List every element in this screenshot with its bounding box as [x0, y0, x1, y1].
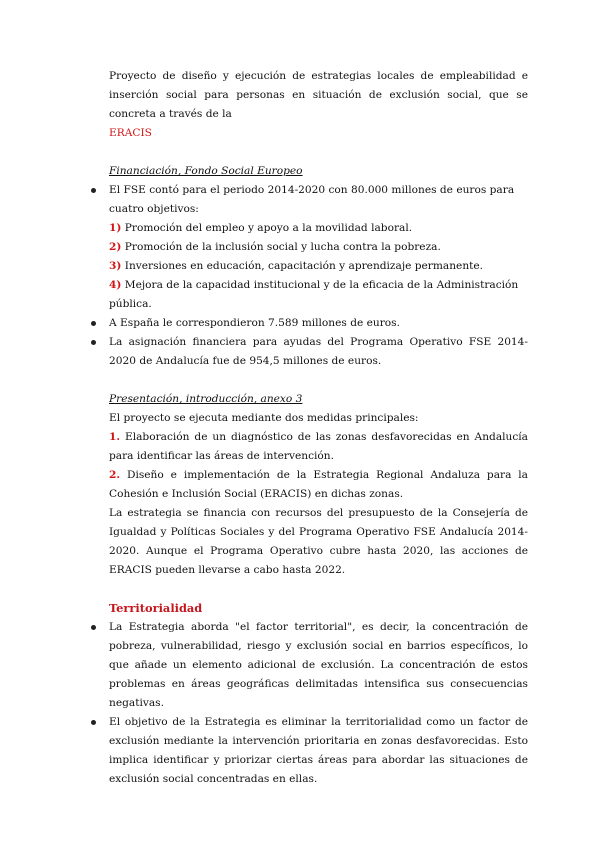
territoriality-bullet-1: La Estrategia aborda "el factor territorial", es decir, la concentración de pobreza, vulnerabilidad, riesgo y exclusión social en barrios específicos, lo que añade un elemento adicional de exclusión. La concentración de estos problemas en áreas geográficas delimitadas intensifica sus consecuencias negativas.: [109, 618, 528, 713]
objective-item: 3) Inversiones en educación, capacitación y aprendizaje permanente.: [109, 260, 484, 272]
territoriality-title: Territorialidad: [109, 601, 203, 615]
presentation-heading: Presentación, introducción, anexo 3: [109, 393, 303, 405]
financing-bullet-2: A España le correspondieron 7.589 millones de euros.: [109, 314, 528, 333]
objectives-list: [109, 219, 528, 314]
measure-item: 1. Elaboración de un diagnóstico de las zonas desfavorecidas en Andalucía para identificar las áreas de intervención.: [109, 431, 528, 462]
territoriality-bullet-2: El objetivo de la Estrategia es eliminar la territorialidad como un factor de exclusión mediante la intervención prioritaria en zonas desfavorecidas. Esto implica identificar y priorizar ciertas áreas para abordar las situaciones de exclusión social concentradas en ellas.: [109, 713, 528, 789]
presentation-lead: El proyecto se ejecuta mediante dos medidas principales:: [109, 412, 419, 424]
objective-item: 4) Mejora de la capacidad institucional y de la eficacia de la Administración pública.: [109, 279, 519, 310]
measure-item: 2. Diseño e implementación de la Estrategia Regional Andaluza para la Cohesión e Inclusión Social (ERACIS) en dichas zonas.: [109, 469, 528, 500]
presentation-closing: La estrategia se financia con recursos del presupuesto de la Consejería de Igualdad y Políticas Sociales y del Programa Operativo FSE Andalucía 2014-2020. Aunque el Programa Operativo cubre hasta 2020, las acciones de ERACIS pueden llevarse a cabo hasta 2022.: [109, 507, 528, 576]
document-body: [109, 67, 528, 789]
intro-text: Proyecto de diseño y ejecución de estrategias locales de empleabilidad e inserción social para personas en situación de exclusión social, que se concreta a través de la: [109, 70, 528, 120]
objective-item: 2) Promoción de la inclusión social y lucha contra la pobreza.: [109, 241, 441, 253]
financing-bullet-3: La asignación financiera para ayudas del Programa Operativo FSE 2014-2020 de Andalucía fue de 954,5 millones de euros.: [109, 333, 528, 371]
objective-item: 1) Promoción del empleo y apoyo a la movilidad laboral.: [109, 222, 413, 234]
financing-heading: Financiación, Fondo Social Europeo: [109, 165, 303, 177]
intro-acronym: ERACIS: [109, 127, 152, 139]
intro-paragraph: [109, 67, 528, 124]
financing-bullet-1: El FSE contó para el periodo 2014-2020 con 80.000 millones de euros para cuatro objetivos:: [109, 181, 528, 219]
intro-acronym-line: [109, 124, 528, 143]
